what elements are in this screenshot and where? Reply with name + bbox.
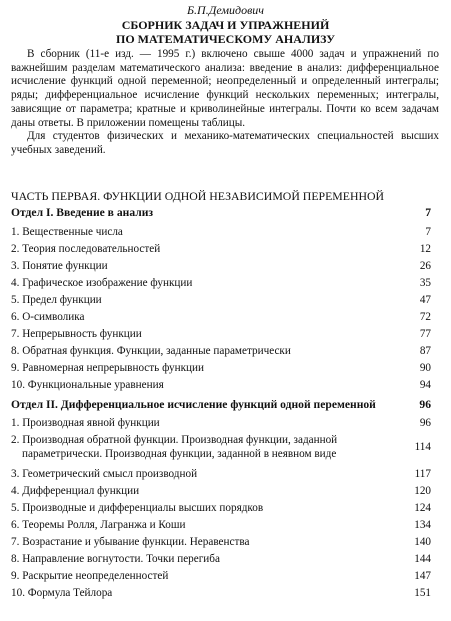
toc-section-title: Отдел II. Дифференциальное исчисление функций одной переменной xyxy=(11,398,376,411)
book-title-line-2: ПО МАТЕМАТИЧЕСКОМУ АНАЛИЗУ xyxy=(115,32,336,46)
toc-entry-title: 9. Раскрытие неопределенностей xyxy=(11,570,169,582)
toc-entry-title: 5. Производные и дифференциалы высших порядков xyxy=(11,502,264,514)
toc-entry-title: 10. Формула Тейлора xyxy=(11,587,113,599)
toc-entry-page: 12 xyxy=(419,243,431,255)
toc-part-title: ЧАСТЬ ПЕРВАЯ. ФУНКЦИИ ОДНОЙ НЕЗАВИСИМОЙ ПЕРЕМЕННОЙ xyxy=(11,189,385,203)
toc-entry-title: 6. Теоремы Ролля, Лагранжа и Коши xyxy=(11,519,186,531)
toc-entry-page: 144 xyxy=(414,553,431,565)
toc-section-page: 7 xyxy=(425,206,431,219)
toc-entry-page: 94 xyxy=(419,379,431,391)
toc-entry-title: 4. Графическое изображение функции xyxy=(11,277,193,289)
author-name: Б.П.Демидович xyxy=(186,3,265,17)
toc-entry-page: 134 xyxy=(414,519,431,531)
toc-entry-title: 7. Возрастание и убывание функции. Неравенства xyxy=(11,536,250,548)
toc-entry-page: 87 xyxy=(419,345,431,357)
toc-section-title: Отдел I. Введение в анализ xyxy=(11,206,154,219)
toc-entry-title: 2. Теория последовательностей xyxy=(11,243,161,255)
toc-entry-title: 10. Функциональные уравнения xyxy=(11,379,164,391)
toc-entry-page: 124 xyxy=(414,502,431,514)
toc-entry-page: 35 xyxy=(419,277,431,289)
toc-entry-title: 9. Равномерная непрерывность функции xyxy=(11,362,205,374)
toc-entry-page: 72 xyxy=(419,311,431,323)
toc-entry-title: 1. Вещественные числа xyxy=(11,226,123,238)
toc-entry-page: 117 xyxy=(414,468,431,480)
toc-entry-page: 114 xyxy=(414,441,431,453)
toc-entry-page: 77 xyxy=(419,328,431,340)
toc-entry-title-line-2: параметрически. Производная функции, заданной в неявном виде xyxy=(22,448,337,460)
toc-entry-page: 120 xyxy=(414,485,431,497)
toc-entry-title: 8. Обратная функция. Функции, заданные параметрически xyxy=(11,345,291,357)
toc-entry-page: 26 xyxy=(419,260,431,272)
book-abstract xyxy=(11,48,439,158)
toc-entry-title: 1. Производная явной функции xyxy=(11,417,160,429)
toc-entry-page: 47 xyxy=(419,294,431,306)
abstract-paragraph-2: Для студентов физических и механико-математических специальностей высших учебных заведений. xyxy=(11,130,439,156)
toc-entry-page: 7 xyxy=(425,226,431,238)
toc-entry-page: 147 xyxy=(414,570,431,582)
toc-entry-page: 140 xyxy=(414,536,431,548)
toc-entry-title: 3. Геометрический смысл производной xyxy=(11,468,198,480)
toc-entry-page: 90 xyxy=(419,362,431,374)
toc-entry-title: 6. О-символика xyxy=(11,311,85,323)
toc-entry-title xyxy=(11,433,391,461)
toc-entry-title: 8. Направление вогнутости. Точки перегиба xyxy=(11,553,220,565)
abstract-paragraph-1: В сборник (11-е изд. — 1995 г.) включено свыше 4000 задач и упражнений по важнейшим разделам математического анализа: введение в анализ: дифференциальное исчисление функций одной переменной; неопределенный и определенный интегралы; ряды; дифференциальное исчисление функций нескольких переменных; интегралы, зависящие от параметра; кратные и криволинейные интегралы. Почти ко всем задачам даны ответы. В приложении помещены таблицы. xyxy=(11,48,439,129)
toc-entry-title-line-1: 2. Производная обратной функции. Производная функции, заданной xyxy=(11,434,338,446)
toc-entry-title: 3. Понятие функции xyxy=(11,260,108,272)
toc-entry-title: 5. Предел функции xyxy=(11,294,102,306)
book-title xyxy=(0,18,451,46)
toc-entry-page: 96 xyxy=(419,417,431,429)
toc-entry-title: 4. Дифференциал функции xyxy=(11,485,140,497)
toc-section-page: 96 xyxy=(419,398,431,411)
book-title-line-1: СБОРНИК ЗАДАЧ И УПРАЖНЕНИЙ xyxy=(121,18,330,32)
toc-entry-title: 7. Непрерывность функции xyxy=(11,328,142,340)
toc-entry-page: 151 xyxy=(414,587,431,599)
